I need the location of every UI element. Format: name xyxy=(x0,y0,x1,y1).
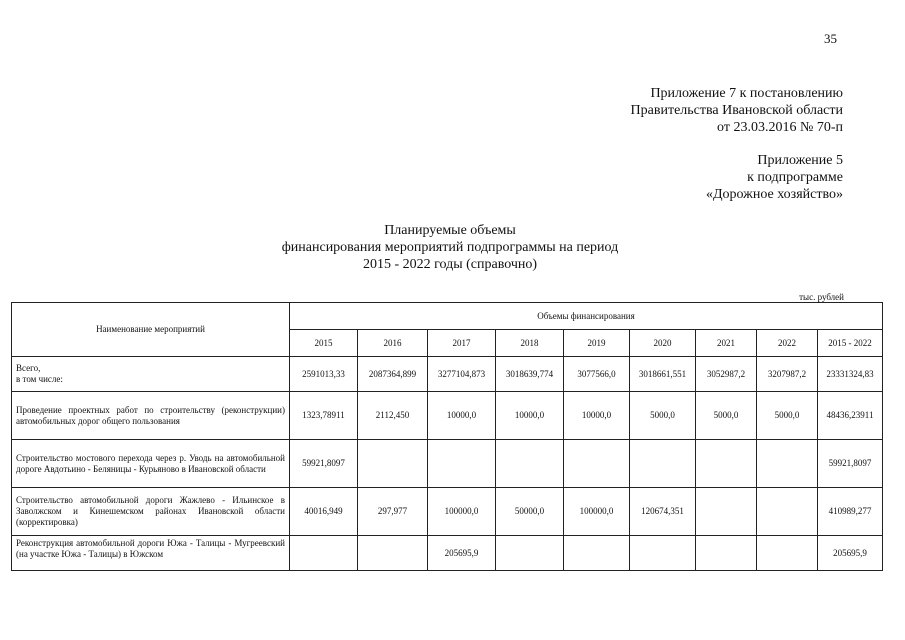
row-name: Проведение проектных работ по строительству (реконструкции) автомобильных дорог общего пользования xyxy=(12,392,290,440)
header-year: 2021 xyxy=(696,330,757,357)
cell-value: 2087364,899 xyxy=(358,357,428,392)
cell-value: 1323,78911 xyxy=(290,392,358,440)
cell-value: 5000,0 xyxy=(696,392,757,440)
cell-value xyxy=(757,488,818,536)
title-line: 2015 - 2022 годы (справочно) xyxy=(362,257,538,272)
financing-table xyxy=(11,302,883,571)
appendix-line: к подпрограмме xyxy=(747,170,843,185)
cell-value xyxy=(696,488,757,536)
appendix-reference xyxy=(631,85,843,136)
table-row-total xyxy=(12,357,883,392)
cell-value xyxy=(630,440,696,488)
appendix-line: «Дорожное хозяйство» xyxy=(705,187,843,202)
cell-value: 10000,0 xyxy=(564,392,630,440)
cell-value xyxy=(757,536,818,571)
cell-value: 2591013,33 xyxy=(290,357,358,392)
title-line: финансирования мероприятий подпрограммы на период xyxy=(281,240,619,255)
header-year-total: 2015 - 2022 xyxy=(818,330,883,357)
header-year: 2017 xyxy=(428,330,496,357)
cell-value: 50000,0 xyxy=(496,488,564,536)
cell-value xyxy=(496,440,564,488)
cell-value xyxy=(358,440,428,488)
cell-value: 5000,0 xyxy=(630,392,696,440)
cell-value: 2112,450 xyxy=(358,392,428,440)
cell-value xyxy=(564,440,630,488)
cell-value: 100000,0 xyxy=(564,488,630,536)
cell-value xyxy=(428,440,496,488)
cell-value xyxy=(564,536,630,571)
row-name: Реконструкция автомобильной дороги Южа - Талицы - Мугреевский (на участке Южа - Талицы) в Южском xyxy=(12,536,290,571)
cell-value: 10000,0 xyxy=(496,392,564,440)
cell-value: 3018661,551 xyxy=(630,357,696,392)
cell-value: 120674,351 xyxy=(630,488,696,536)
appendix-line: Приложение 5 xyxy=(757,153,843,168)
cell-value: 3207987,2 xyxy=(757,357,818,392)
cell-value: 40016,949 xyxy=(290,488,358,536)
table-row xyxy=(12,440,883,488)
appendix-line: от 23.03.2016 № 70-п xyxy=(717,120,843,135)
cell-value xyxy=(358,536,428,571)
cell-value: 48436,23911 xyxy=(818,392,883,440)
cell-value xyxy=(757,440,818,488)
row-name: Строительство мостового перехода через р. Уводь на автомобильной дороге Авдотьино - Беляницы - Курьяново в Ивановской области xyxy=(12,440,290,488)
title-line: Планируемые объемы xyxy=(384,223,516,238)
cell-value: 3018639,774 xyxy=(496,357,564,392)
appendix-line: Правительства Ивановской области xyxy=(630,103,843,118)
cell-value: 59921,8097 xyxy=(818,440,883,488)
appendix-line: Приложение 7 к постановлению xyxy=(650,86,843,101)
row-name: Всего, в том числе: xyxy=(12,357,290,392)
cell-value: 3077566,0 xyxy=(564,357,630,392)
header-measure-name: Наименование мероприятий xyxy=(12,303,290,357)
cell-value: 3052987,2 xyxy=(696,357,757,392)
header-year: 2019 xyxy=(564,330,630,357)
cell-value: 10000,0 xyxy=(428,392,496,440)
header-year: 2015 xyxy=(290,330,358,357)
cell-value: 5000,0 xyxy=(757,392,818,440)
cell-value: 205695,9 xyxy=(428,536,496,571)
units-label: тыс. рублей xyxy=(799,292,844,302)
cell-value: 297,977 xyxy=(358,488,428,536)
cell-value xyxy=(696,536,757,571)
cell-value: 3277104,873 xyxy=(428,357,496,392)
cell-value: 100000,0 xyxy=(428,488,496,536)
cell-value: 410989,277 xyxy=(818,488,883,536)
header-year: 2020 xyxy=(630,330,696,357)
table-row xyxy=(12,488,883,536)
table-row xyxy=(12,392,883,440)
header-year: 2018 xyxy=(496,330,564,357)
cell-value xyxy=(290,536,358,571)
header-financing-volumes: Объемы финансирования xyxy=(290,303,883,330)
page-number: 35 xyxy=(824,31,837,46)
header-year: 2016 xyxy=(358,330,428,357)
cell-value: 59921,8097 xyxy=(290,440,358,488)
document-title xyxy=(200,222,700,273)
cell-value xyxy=(496,536,564,571)
table-row xyxy=(12,536,883,571)
subprogram-reference xyxy=(706,152,843,203)
cell-value: 205695,9 xyxy=(818,536,883,571)
cell-value xyxy=(630,536,696,571)
row-name: Строительство автомобильной дороги Жажлево - Ильинское в Заволжском и Кинешемском районах Ивановской области (корректировка) xyxy=(12,488,290,536)
header-year: 2022 xyxy=(757,330,818,357)
cell-value xyxy=(696,440,757,488)
cell-value: 23331324,83 xyxy=(818,357,883,392)
